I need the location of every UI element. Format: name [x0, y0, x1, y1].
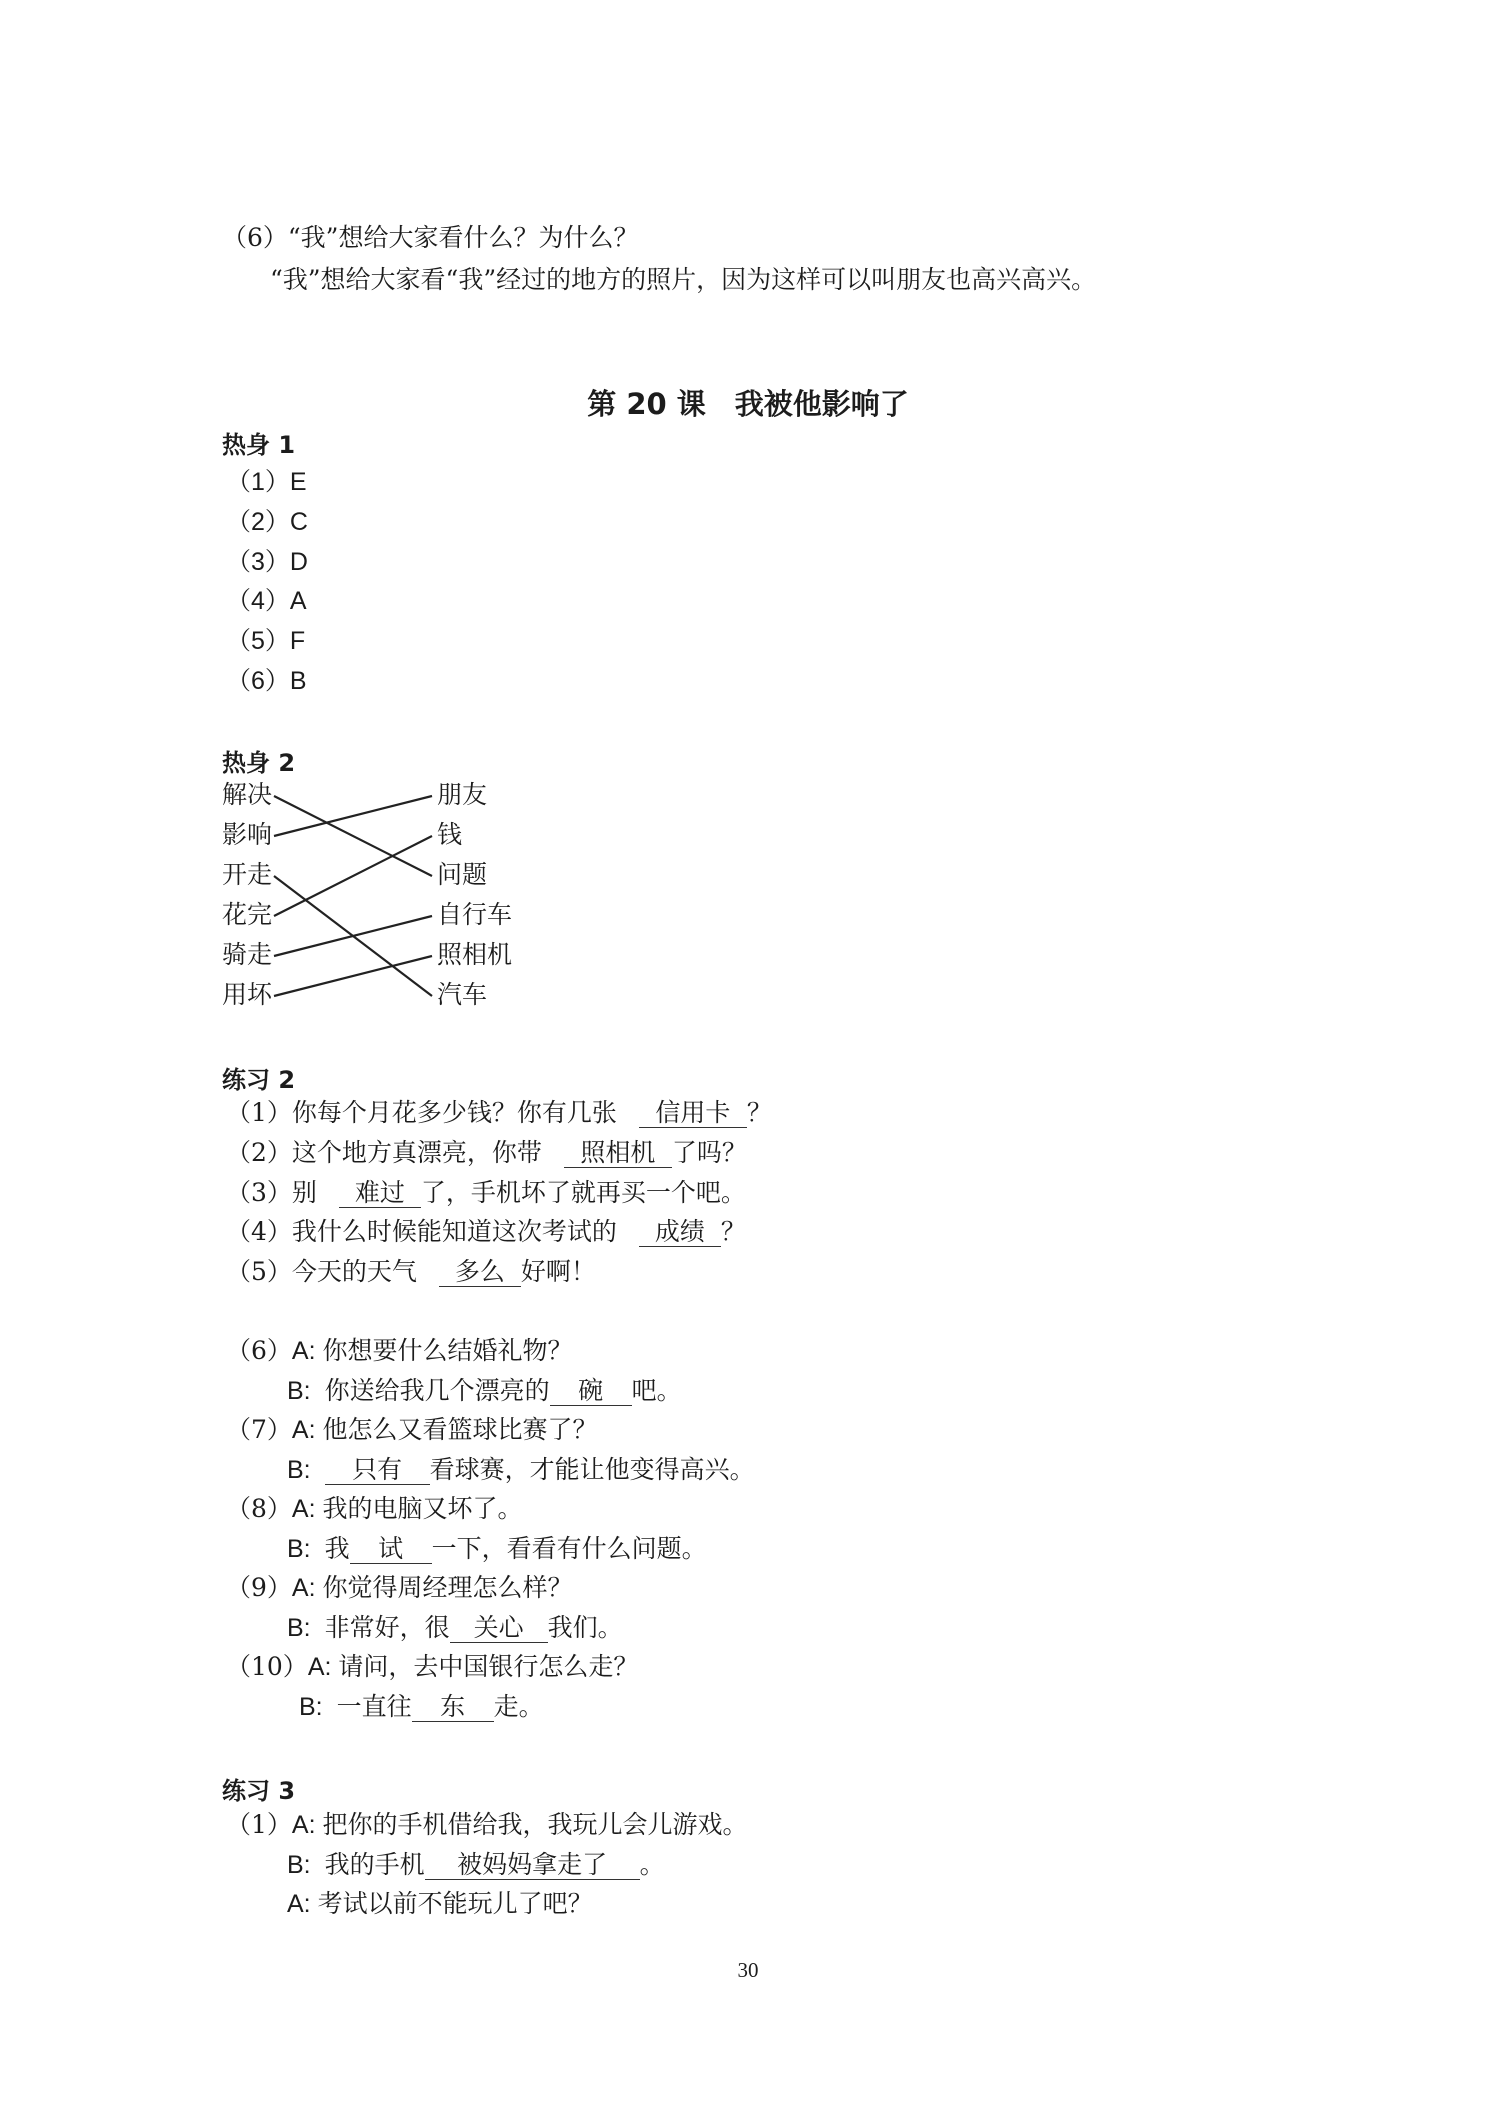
- dialog-line-b: [287, 1849, 665, 1881]
- dialog-text: 。: [639, 1850, 665, 1879]
- dialog-line-b: [287, 1454, 755, 1486]
- item-text: 好啊！: [520, 1257, 596, 1286]
- match-left-word: 影响: [222, 820, 273, 849]
- speaker-label: B:: [299, 1693, 323, 1721]
- match-left-word: 骑走: [222, 940, 273, 969]
- item-number: （7）: [226, 1415, 292, 1444]
- dialog-text: 看球赛，才能让他变得高兴。: [429, 1455, 755, 1484]
- match-line: [274, 916, 432, 956]
- match-right-word: 自行车: [437, 900, 513, 929]
- match-right-word: 汽车: [437, 980, 488, 1009]
- question-6: （6）“我”想给大家看什么？为什么？: [222, 223, 639, 252]
- speaker-label: B:: [287, 1614, 311, 1642]
- answer-blank: 多么: [439, 1258, 521, 1287]
- dialog-line-a: [226, 1572, 572, 1604]
- item-text: 这个地方真漂亮，你带: [291, 1138, 542, 1167]
- match-line: [274, 956, 432, 996]
- answer-blank: 关心: [450, 1614, 548, 1643]
- dialog-text: A: 考试以前不能玩儿了吧？: [287, 1890, 593, 1918]
- exercise3-heading: 练习 3: [222, 1777, 296, 1805]
- answer-blank: 试: [350, 1535, 432, 1564]
- exercise2-item: [226, 1177, 746, 1209]
- speaker-label: B:: [287, 1851, 311, 1879]
- dialog-line-a: [226, 1493, 522, 1525]
- answer-blank: 难过: [339, 1179, 421, 1208]
- item-number: （4）: [226, 1217, 292, 1246]
- match-left-word: 解决: [222, 780, 273, 809]
- exercise2-item: [226, 1097, 772, 1129]
- warmup1-item: （1）E: [226, 468, 307, 496]
- match-right-word: 朋友: [437, 780, 488, 809]
- match-line: [274, 836, 432, 916]
- answer-blank: 碗: [550, 1377, 632, 1406]
- match-line: [274, 796, 432, 876]
- page-number: 30: [737, 1958, 759, 1982]
- match-right-word: 照相机: [437, 940, 513, 969]
- item-text: 了，手机坏了就再买一个吧。: [420, 1178, 746, 1207]
- dialog-text: 吧。: [631, 1376, 682, 1405]
- answer-blank: 照相机: [564, 1139, 672, 1168]
- dialog-text: A: 你觉得周经理怎么样？: [291, 1574, 573, 1602]
- answer-blank: 东: [412, 1693, 494, 1722]
- match-left-word: 用坏: [222, 980, 273, 1009]
- match-line: [274, 796, 432, 836]
- dialog-text: A: 请问，去中国银行怎么走？: [307, 1653, 639, 1681]
- item-text: ？: [746, 1098, 772, 1127]
- dialog-text: 一下，看看有什么问题。: [431, 1534, 707, 1563]
- dialog-line-a: [226, 1335, 572, 1367]
- item-text: 了吗？: [671, 1138, 747, 1167]
- answer-blank: 被妈妈拿走了: [425, 1851, 640, 1880]
- match-right-word: 问题: [437, 860, 488, 889]
- answer-6: “我”想给大家看“我”经过的地方的照片，因为这样可以叫朋友也高兴高兴。: [270, 265, 1097, 294]
- answer-blank: 成绩: [639, 1218, 721, 1247]
- warmup1-item: （6）B: [226, 667, 307, 695]
- dialog-line-a: [226, 1651, 638, 1683]
- dialog-line-b: [299, 1691, 544, 1723]
- speaker-label: B:: [287, 1377, 311, 1405]
- dialog-line-a: [226, 1809, 747, 1841]
- dialog-line-b: [287, 1375, 682, 1407]
- dialog-line-a: [226, 1414, 597, 1446]
- dialog-text: A: 我的电脑又坏了。: [291, 1495, 523, 1523]
- item-number: （6）: [226, 1336, 292, 1365]
- lesson-title: 第 20 课 我被他影响了: [587, 387, 909, 421]
- dialog-line-b: [287, 1533, 707, 1565]
- item-number: （1）: [226, 1098, 292, 1127]
- item-text: 你每个月花多少钱？你有几张: [291, 1098, 617, 1127]
- item-number: （10）: [226, 1652, 308, 1681]
- exercise2-heading: 练习 2: [222, 1066, 296, 1094]
- warmup1-item: （3）D: [226, 548, 308, 576]
- item-text: 今天的天气: [291, 1257, 417, 1286]
- match-left-word: 开走: [222, 860, 273, 889]
- dialog-line-b: [287, 1612, 623, 1644]
- exercise2-item: [226, 1216, 746, 1248]
- item-number: （9）: [226, 1573, 292, 1602]
- dialog-text: 一直往: [336, 1692, 412, 1721]
- item-number: （8）: [226, 1494, 292, 1523]
- speaker-label: B:: [287, 1456, 311, 1484]
- match-left-word: 花完: [222, 900, 273, 929]
- item-number: （3）: [226, 1178, 292, 1207]
- warmup1-item: （4）A: [226, 587, 307, 615]
- warmup1-item: （5）F: [226, 627, 306, 655]
- item-number: （5）: [226, 1257, 292, 1286]
- dialog-text: 我们。: [547, 1613, 623, 1642]
- speaker-label: B:: [287, 1535, 311, 1563]
- dialog-text: A: 他怎么又看篮球比赛了？: [291, 1416, 598, 1444]
- match-right-word: 钱: [437, 820, 463, 849]
- warmup2-heading: 热身 2: [222, 749, 296, 777]
- dialog-line-a: [287, 1888, 593, 1920]
- dialog-text: 走。: [493, 1692, 544, 1721]
- item-text: 别: [291, 1178, 317, 1207]
- dialog-text: 你送给我几个漂亮的: [324, 1376, 550, 1405]
- dialog-text: 我: [324, 1534, 350, 1563]
- exercise2-item: [226, 1137, 747, 1169]
- item-number: （2）: [226, 1138, 292, 1167]
- dialog-text: 非常好，很: [324, 1613, 450, 1642]
- dialog-text: A: 你想要什么结婚礼物？: [291, 1337, 573, 1365]
- dialog-text: A: 把你的手机借给我，我玩儿会儿游戏。: [291, 1811, 748, 1839]
- dialog-text: 我的手机: [324, 1850, 425, 1879]
- item-text: ？: [720, 1217, 746, 1246]
- answer-blank: 只有: [325, 1456, 430, 1485]
- exercise2-item: [226, 1256, 596, 1288]
- answer-blank: 信用卡: [639, 1099, 747, 1128]
- item-number: （1）: [226, 1810, 292, 1839]
- warmup1-heading: 热身 1: [222, 431, 296, 459]
- item-text: 我什么时候能知道这次考试的: [291, 1217, 617, 1246]
- warmup1-item: （2）C: [226, 508, 308, 536]
